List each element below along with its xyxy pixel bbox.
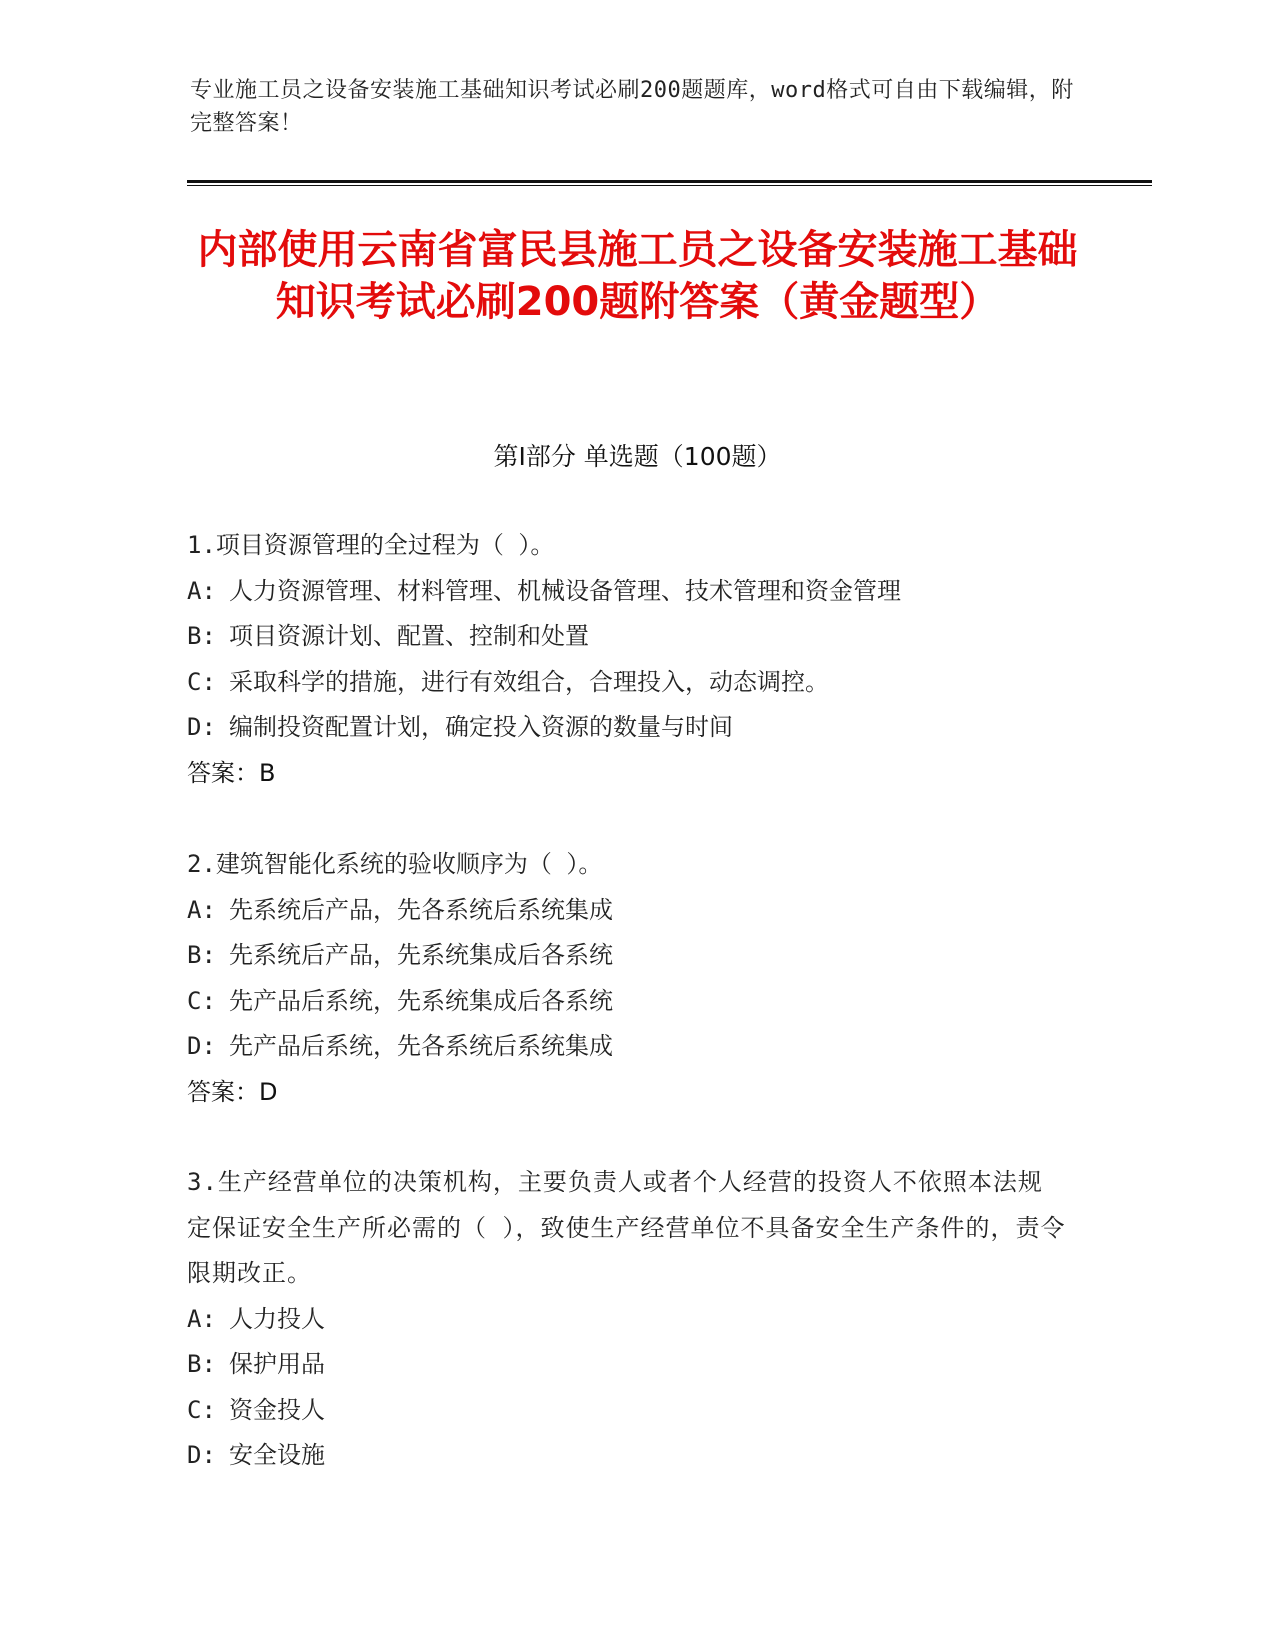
option-key: D:	[187, 713, 216, 741]
option-key: A:	[187, 576, 216, 605]
option-text: 先产品后系统，先各系统后系统集成	[229, 1032, 613, 1060]
header-note: 专业施工员之设备安装施工基础知识考试必刷200题题库，word格式可自由下载编辑，附完整答案！	[190, 78, 1074, 136]
option-key: A:	[187, 1304, 216, 1333]
option-text: 保护用品	[229, 1350, 325, 1378]
option-text: 先系统后产品，先系统集成后各系统	[229, 941, 613, 969]
question-2	[187, 842, 1087, 1115]
question-stem: 3.生产经营单位的决策机构，主要负责人或者个人经营的投资人不依照本法规定保证安全生产所必需的（ ），致使生产经营单位不具备安全生产条件的，责令限期改正。	[187, 1168, 1066, 1287]
option-a	[187, 1297, 1087, 1343]
option-text: 人力资源管理、材料管理、机械设备管理、技术管理和资金管理	[229, 576, 901, 605]
option-b	[187, 933, 1087, 979]
answer-line: 答案：B	[187, 758, 276, 787]
option-d	[187, 705, 1087, 751]
option-a	[187, 569, 1087, 615]
option-text: 先产品后系统，先系统集成后各系统	[229, 986, 613, 1015]
option-key: A:	[187, 895, 216, 924]
option-key: C:	[187, 986, 216, 1015]
option-c	[187, 979, 1087, 1025]
option-key: B:	[187, 1350, 216, 1378]
option-text: 人力投人	[229, 1304, 325, 1333]
header-divider-thin	[187, 185, 1152, 186]
option-key: B:	[187, 622, 216, 650]
option-key: C:	[187, 1395, 216, 1424]
question-stem: 1.项目资源管理的全过程为（ ）。	[187, 531, 555, 559]
option-b	[187, 614, 1087, 660]
option-text: 编制投资配置计划，确定投入资源的数量与时间	[229, 713, 733, 741]
answer-line: 答案：D	[187, 1077, 278, 1106]
question-1	[187, 523, 1087, 796]
header-divider-thick	[187, 180, 1152, 183]
option-c	[187, 1388, 1087, 1434]
option-text: 先系统后产品，先各系统后系统集成	[229, 895, 613, 924]
option-d	[187, 1024, 1087, 1070]
question-3	[187, 1160, 1087, 1479]
option-key: D:	[187, 1032, 216, 1060]
option-b	[187, 1342, 1087, 1388]
document-title: 内部使用云南省富民县施工员之设备安装施工基础知识考试必刷200题附答案（黄金题型）	[197, 227, 1078, 325]
option-c	[187, 660, 1087, 706]
section-title: 第Ⅰ部分 单选题（100题）	[493, 442, 782, 471]
option-key: C:	[187, 667, 216, 696]
option-text: 项目资源计划、配置、控制和处置	[229, 622, 589, 650]
option-text: 资金投人	[229, 1395, 325, 1424]
option-key: D:	[187, 1441, 216, 1469]
question-stem: 2.建筑智能化系统的验收顺序为（ ）。	[187, 850, 603, 878]
option-a	[187, 888, 1087, 934]
option-d	[187, 1433, 1087, 1479]
option-key: B:	[187, 941, 216, 969]
option-text: 采取科学的措施，进行有效组合，合理投入，动态调控。	[229, 667, 829, 696]
option-text: 安全设施	[229, 1441, 325, 1469]
